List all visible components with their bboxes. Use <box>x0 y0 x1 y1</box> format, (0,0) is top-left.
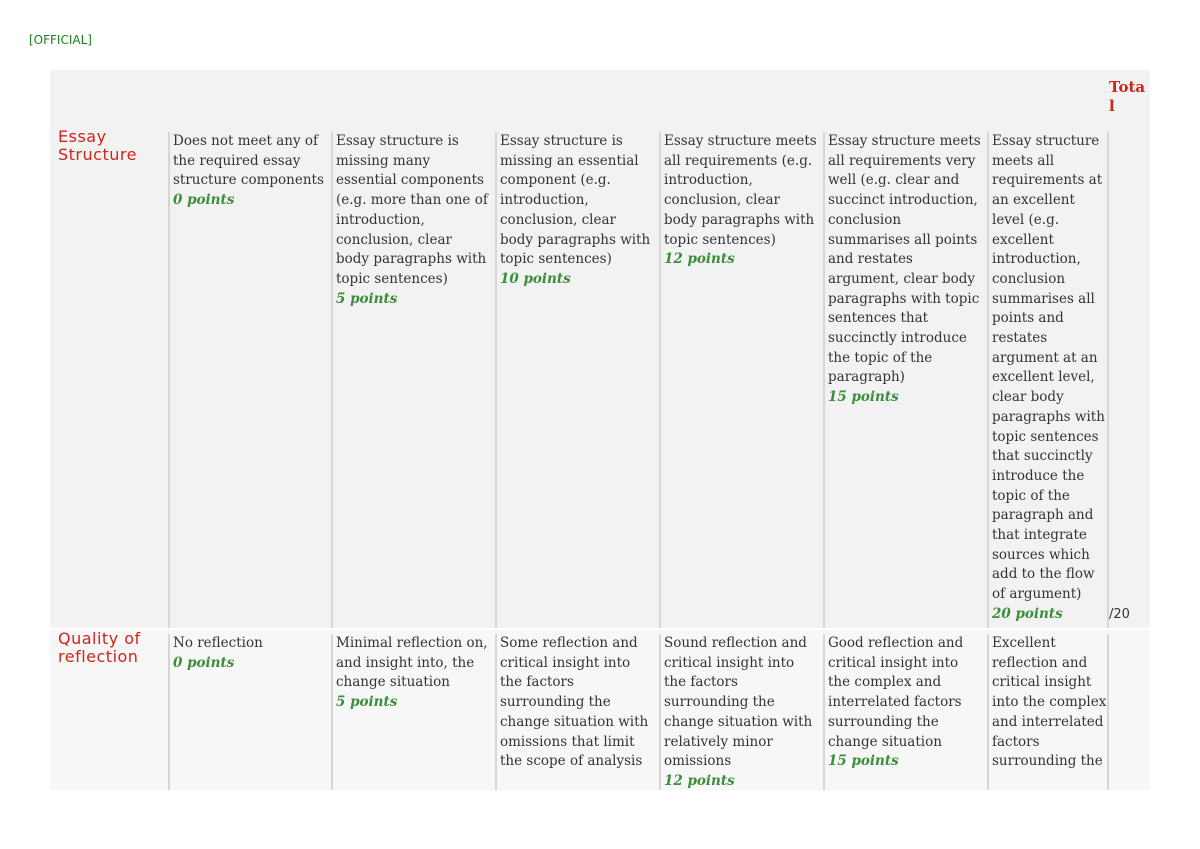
rubric-cell <box>495 634 653 790</box>
cell-description: Essay structure meets all requirements (e.g. introduction, conclusion, clear body paragraphs with topic sentences) <box>664 133 817 248</box>
cell-points: 20 points <box>992 605 1063 622</box>
cell-points: 0 points <box>173 654 235 671</box>
total-value: /20 <box>1109 607 1130 622</box>
cell-description: Sound reflection and critical insight into the factors surrounding the change situation with relatively minor omissions <box>664 635 813 770</box>
total-cell <box>1107 132 1149 628</box>
rubric-cell <box>495 132 653 628</box>
total-column-heading: Total <box>1109 78 1146 115</box>
cell-description: Some reflection and critical insight into the factors surrounding the change situation with omissions that limit the scope of analysis <box>500 635 649 770</box>
rubric-cell <box>659 132 817 628</box>
rubric-table <box>50 70 1150 790</box>
cell-description: Essay structure is missing an essential component (e.g. introduction, conclusion, clear body paragraphs with topic sentences) <box>500 133 651 268</box>
cell-points: 12 points <box>664 251 735 268</box>
cell-points: 15 points <box>828 753 899 770</box>
cell-points: 10 points <box>500 270 571 287</box>
rubric-header-row <box>50 70 1150 128</box>
rubric-cell <box>331 132 489 628</box>
cell-description: Essay structure meets all requirements very well (e.g. clear and succinct introduction, conclusion summarises all points and restates argument, clear body paragraphs with topic sentences that succinctly introduce the topic of the paragraph) <box>828 133 981 386</box>
cell-description: Minimal reflection on, and insight into, the change situation <box>336 635 488 691</box>
cell-description: Good reflection and critical insight into the complex and interrelated factors surrounding the change situation <box>828 635 964 750</box>
cell-description: Excellent reflection and critical insight into the complex and interrelated factors surrounding the <box>992 635 1107 770</box>
rubric-cell <box>168 132 326 628</box>
rubric-cell <box>168 634 326 790</box>
cell-points: 5 points <box>336 290 398 307</box>
rubric-row-quality-of-reflection <box>50 630 1150 790</box>
cell-points: 0 points <box>173 192 235 209</box>
cell-description: Essay structure meets all requirements at an excellent level (e.g. excellent introduction, conclusion summarises all points and restates argument at an excellent level, clear body paragraphs with topic sentences that succinctly introduce the topic of the paragraph and that integrate sources which add to the flow of argument) <box>992 133 1105 603</box>
cell-description: Does not meet any of the required essay structure components <box>173 133 324 189</box>
cell-points: 12 points <box>664 772 735 789</box>
rubric-cell <box>331 634 489 790</box>
classification-label: [OFFICIAL] <box>29 33 92 47</box>
rubric-cell <box>987 132 1107 628</box>
cell-description: No reflection <box>173 635 263 651</box>
rubric-cell <box>659 634 817 790</box>
cell-points: 5 points <box>336 694 398 711</box>
total-cell <box>1107 634 1149 790</box>
cell-points: 15 points <box>828 389 899 406</box>
rubric-cell <box>823 132 981 628</box>
criterion-label: Essay Structure <box>58 127 137 164</box>
rubric-cell <box>987 634 1107 790</box>
rubric-cell <box>823 634 981 790</box>
criterion-label: Quality of reflection <box>58 629 141 666</box>
cell-description: Essay structure is missing many essential components (e.g. more than one of introduction, conclusion, clear body paragraphs with topic sentences) <box>336 133 488 287</box>
